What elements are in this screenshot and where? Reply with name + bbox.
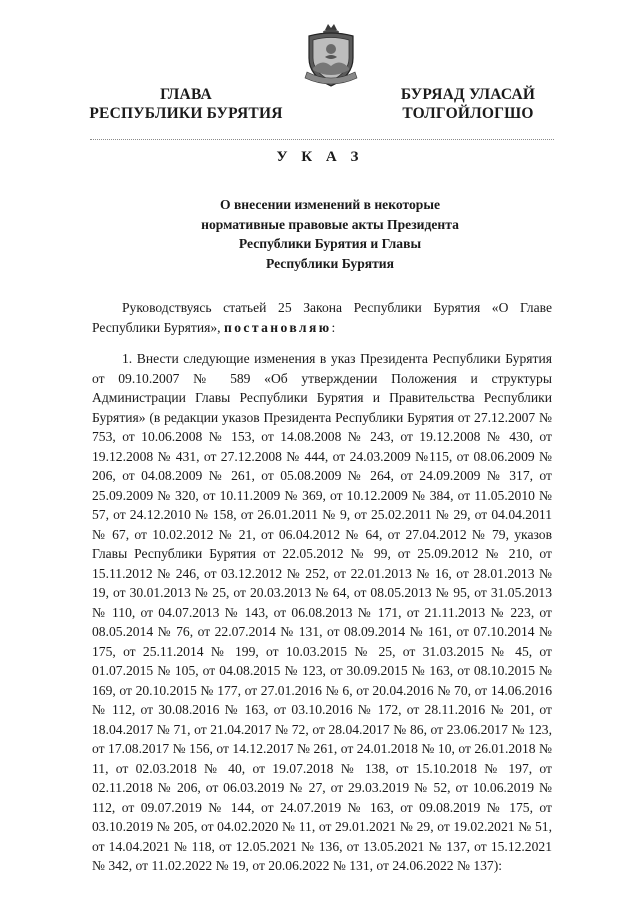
issuer-buryat-line-2: ТОЛГОЙЛОГШО [402, 105, 534, 122]
subject-line-4: Республики Бурятия [265, 255, 394, 271]
issuer-line-2: РЕСПУБЛИКИ БУРЯТИЯ [89, 105, 283, 122]
decree-word: постановляю [223, 319, 332, 335]
paragraph-1: 1. Внести следующие изменения в указ Президента Республики Бурятия от 09.10.2007 № 589 «Об утверждении Положения и структуры Администрации Главы Республики Бурятия и Правительства Республики Бурятия» (в редакции указов Президента Республики Бурятия от 27.12.2007 № 753, от 10.06.2008 № 153, от 14.08.2008 № 243, от 19.12.2008 № 430, от 19.12.2008 № 431, от 27.12.2008 № 444, от 24.03.2009 №115, от 08.06.2009 № 206, от 04.08.2009 № 261, от 05.08.2009 № 264, от 24.09.2009 № 317, от 25.09.2009 № 320, от 10.11.2009 № 369, от 10.12.2009 № 384, от 11.05.2010 № 57, от 24.12.2010 № 158, от 26.01.2011 № 9, от 25.02.2011 № 29, от 04.04.2011 № 67, от 10.02.2012 № 21, от 06.04.2012 № 64, от 27.04.2012 № 79, указов Главы Республики Бурятия от 22.05.2012 № 99, от 25.09.2012 № 210, от 15.11.2012 № 246, от 03.12.2012 № 252, от 22.01.2013 № 16, от 28.01.2013 № 19, от 30.01.2013 № 25, от 20.03.2013 № 64, от 08.05.2013 № 95, от 31.05.2013 № 110, от 04.07.2013 № 143, от 06.08.2013 № 171, от 21.11.2013 № 223, от 08.05.2014 № 76, от 22.07.2014 № 131, от 08.09.2014 № 161, от 07.10.2014 № 175, от 25.11.2014 № 199, от 10.03.2015 № 25, от 31.03.2015 № 45, от 01.07.2015 № 105, от 04.08.2015 № 123, от 30.09.2015 № 163, от 08.10.2015 № 169, от 20.10.2015 № 177, от 27.01.2016 № 6, от 20.04.2016 № 70, от 14.06.2016 № 112, от 30.08.2016 № 163, от 03.10.2016 № 172, от 28.11.2016 № 201, от 18.04.2017 № 71, от 21.04.2017 № 72, от 28.04.2017 № 86, от 23.06.2017 № 123, от 17.08.2017 № 156, от 14.12.2017 № 261, от 24.01.2018 № 10, от 26.01.2018 № 11, от 02.03.2018 № 40, от 19.07.2018 № 138, от 15.10.2018 № 197, от 02.11.2018 № 206, от 06.03.2019 № 27, от 29.03.2019 № 52, от 10.06.2019 № 112, от 09.07.2019 № 144, от 24.07.2019 № 163, от 09.08.2019 № 175, от 03.10.2019 № 205, от 04.02.2020 № 11, от 29.01.2021 № 29, от 19.02.2021 № 51, от 14.04.2021 № 118, от 12.05.2021 № 136, от 13.05.2021 № 137, от 15.12.2021 № 342, от 11.02.2022 № 19, от 20.06.2022 № 131, от 24.06.2022 № 137): [92, 351, 552, 873]
subject-line-1: О внесении изменений в некоторые [219, 197, 440, 212]
issuer-title-buryat [388, 85, 548, 123]
preamble-end: : [331, 319, 336, 335]
document-subject [150, 195, 510, 273]
subject-line-2: нормативные правовые акты Президента [201, 216, 459, 232]
subject-line-3: Республики Бурятия и Главы [238, 236, 422, 251]
coat-of-arms-icon [295, 20, 367, 92]
issuer-line-1: ГЛАВА [160, 86, 212, 103]
document-type: У К А З [276, 149, 364, 165]
issuer-title-russian [86, 85, 286, 123]
preamble-text: Руководствуясь статьей 25 Закона Республики Бурятия «О Главе Республики Бурятия», [92, 300, 552, 335]
preamble-paragraph [92, 298, 552, 337]
header-divider [90, 139, 554, 140]
issuer-buryat-line-1: БУРЯАД УЛАСАЙ [400, 86, 536, 103]
